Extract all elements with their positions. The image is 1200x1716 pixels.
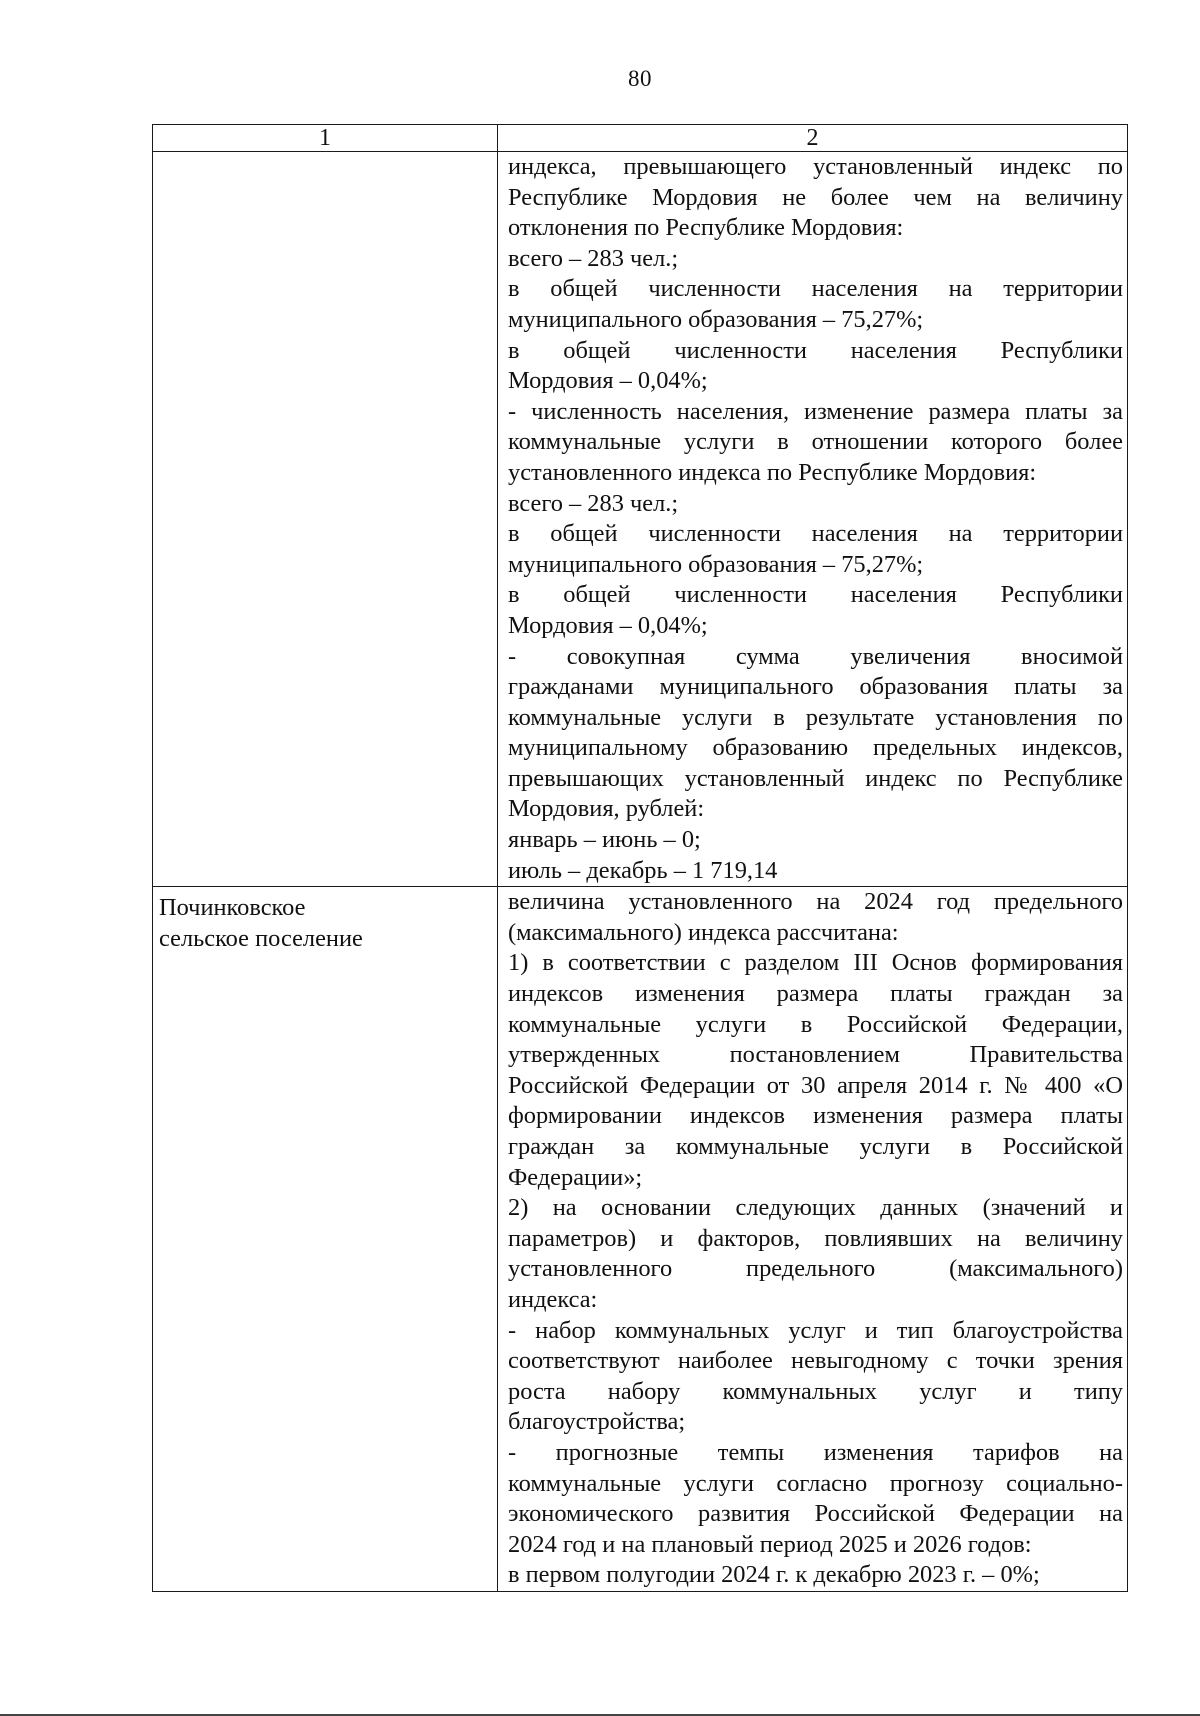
document-table bbox=[152, 124, 1128, 1592]
text-line: в общей численности населения на территории bbox=[508, 520, 1123, 548]
text-line: Починковское bbox=[159, 894, 306, 922]
text-line: коммунальные услуги в отношении которого более bbox=[508, 428, 1123, 456]
text-line: роста набору коммунальных услуг и типу bbox=[508, 1377, 1123, 1405]
text-line: гражданами муниципального образования платы за bbox=[508, 673, 1123, 701]
text-line: Мордовия – 0,04%; bbox=[508, 367, 708, 395]
text-line: коммунальные услуги в результате установления по bbox=[508, 703, 1123, 731]
text-line: (максимального) индекса рассчитана: bbox=[508, 918, 899, 946]
text-line: формировании индексов изменения размера платы bbox=[508, 1102, 1123, 1130]
text-line: установленного предельного (максимального) bbox=[508, 1255, 1123, 1283]
text-line: всего – 283 чел.; bbox=[508, 489, 679, 517]
text-line: - набор коммунальных услуг и тип благоустройства bbox=[508, 1316, 1123, 1344]
text-line: величина установленного на 2024 год предельного bbox=[508, 888, 1123, 916]
text-line: в общей численности населения на территории bbox=[508, 275, 1123, 303]
text-line: муниципального образования – 75,27%; bbox=[508, 305, 924, 333]
text-line: коммунальные услуги в Российской Федерации, bbox=[508, 1010, 1123, 1038]
text-line: Республике Мордовия не более чем на величину bbox=[508, 183, 1123, 211]
text-line: благоустройства; bbox=[508, 1408, 686, 1436]
text-line: Федерации»; bbox=[508, 1163, 643, 1191]
text-line: в общей численности населения Республики bbox=[508, 336, 1123, 364]
text-line: индексов изменения размера платы граждан за bbox=[508, 980, 1123, 1008]
page-number: 80 bbox=[628, 66, 652, 91]
text-line: установленного индекса по Республике Мордовия: bbox=[508, 458, 1037, 486]
text-line: январь – июнь – 0; bbox=[508, 826, 701, 854]
text-line: соответствуют наиболее невыгодному с точки зрения bbox=[508, 1347, 1123, 1375]
text-line: всего – 283 чел.; bbox=[508, 244, 679, 272]
text-line: 1) в соответствии с разделом III Основ формирования bbox=[508, 949, 1123, 977]
description-cell bbox=[498, 887, 1128, 1592]
text-line: индекса: bbox=[508, 1285, 598, 1313]
text-line: Мордовия – 0,04%; bbox=[508, 611, 708, 639]
column-header-2: 2 bbox=[498, 125, 1128, 152]
text-line: Мордовия, рублей: bbox=[508, 795, 705, 823]
municipality-cell bbox=[153, 152, 498, 887]
column-header-1: 1 bbox=[153, 125, 498, 152]
text-line: 2024 год и на плановый период 2025 и 2026 годов: bbox=[508, 1530, 1032, 1558]
description-cell bbox=[498, 152, 1128, 887]
text-line: муниципального образования – 75,27%; bbox=[508, 550, 924, 578]
text-line: - совокупная сумма увеличения вносимой bbox=[508, 642, 1123, 670]
text-line: граждан за коммунальные услуги в Российской bbox=[508, 1133, 1123, 1160]
text-line: в первом полугодии 2024 г. к декабрю 2023 г. – 0%; bbox=[508, 1561, 1040, 1589]
text-line: индекса, превышающего установленный индекс по bbox=[508, 153, 1123, 180]
text-line: параметров) и факторов, повлиявших на величину bbox=[508, 1224, 1123, 1252]
text-line: в общей численности населения Республики bbox=[508, 581, 1123, 609]
text-line: 2) на основании следующих данных (значений и bbox=[508, 1194, 1123, 1222]
table-row bbox=[153, 152, 1128, 887]
text-line: превышающих установленный индекс по Республике bbox=[508, 764, 1123, 792]
text-line: Российской Федерации от 30 апреля 2014 г. № 400 «О bbox=[508, 1071, 1123, 1099]
text-line: муниципальному образованию предельных индексов, bbox=[508, 734, 1123, 762]
text-line: - численность населения, изменение размера платы за bbox=[508, 397, 1123, 425]
text-line: июль – декабрь – 1 719,14 bbox=[508, 856, 778, 884]
text-line: утвержденных постановлением Правительства bbox=[508, 1041, 1123, 1069]
table-row bbox=[153, 887, 1128, 1592]
text-line: отклонения по Республике Мордовия: bbox=[508, 214, 904, 242]
table-header-row bbox=[153, 125, 1128, 152]
text-line: экономического развития Российской Федерации на bbox=[508, 1500, 1123, 1528]
text-line: коммунальные услуги согласно прогнозу социально- bbox=[508, 1469, 1123, 1497]
text-line: сельское поселение bbox=[159, 924, 363, 952]
text-line: - прогнозные темпы изменения тарифов на bbox=[508, 1438, 1123, 1466]
municipality-cell bbox=[153, 887, 498, 1592]
